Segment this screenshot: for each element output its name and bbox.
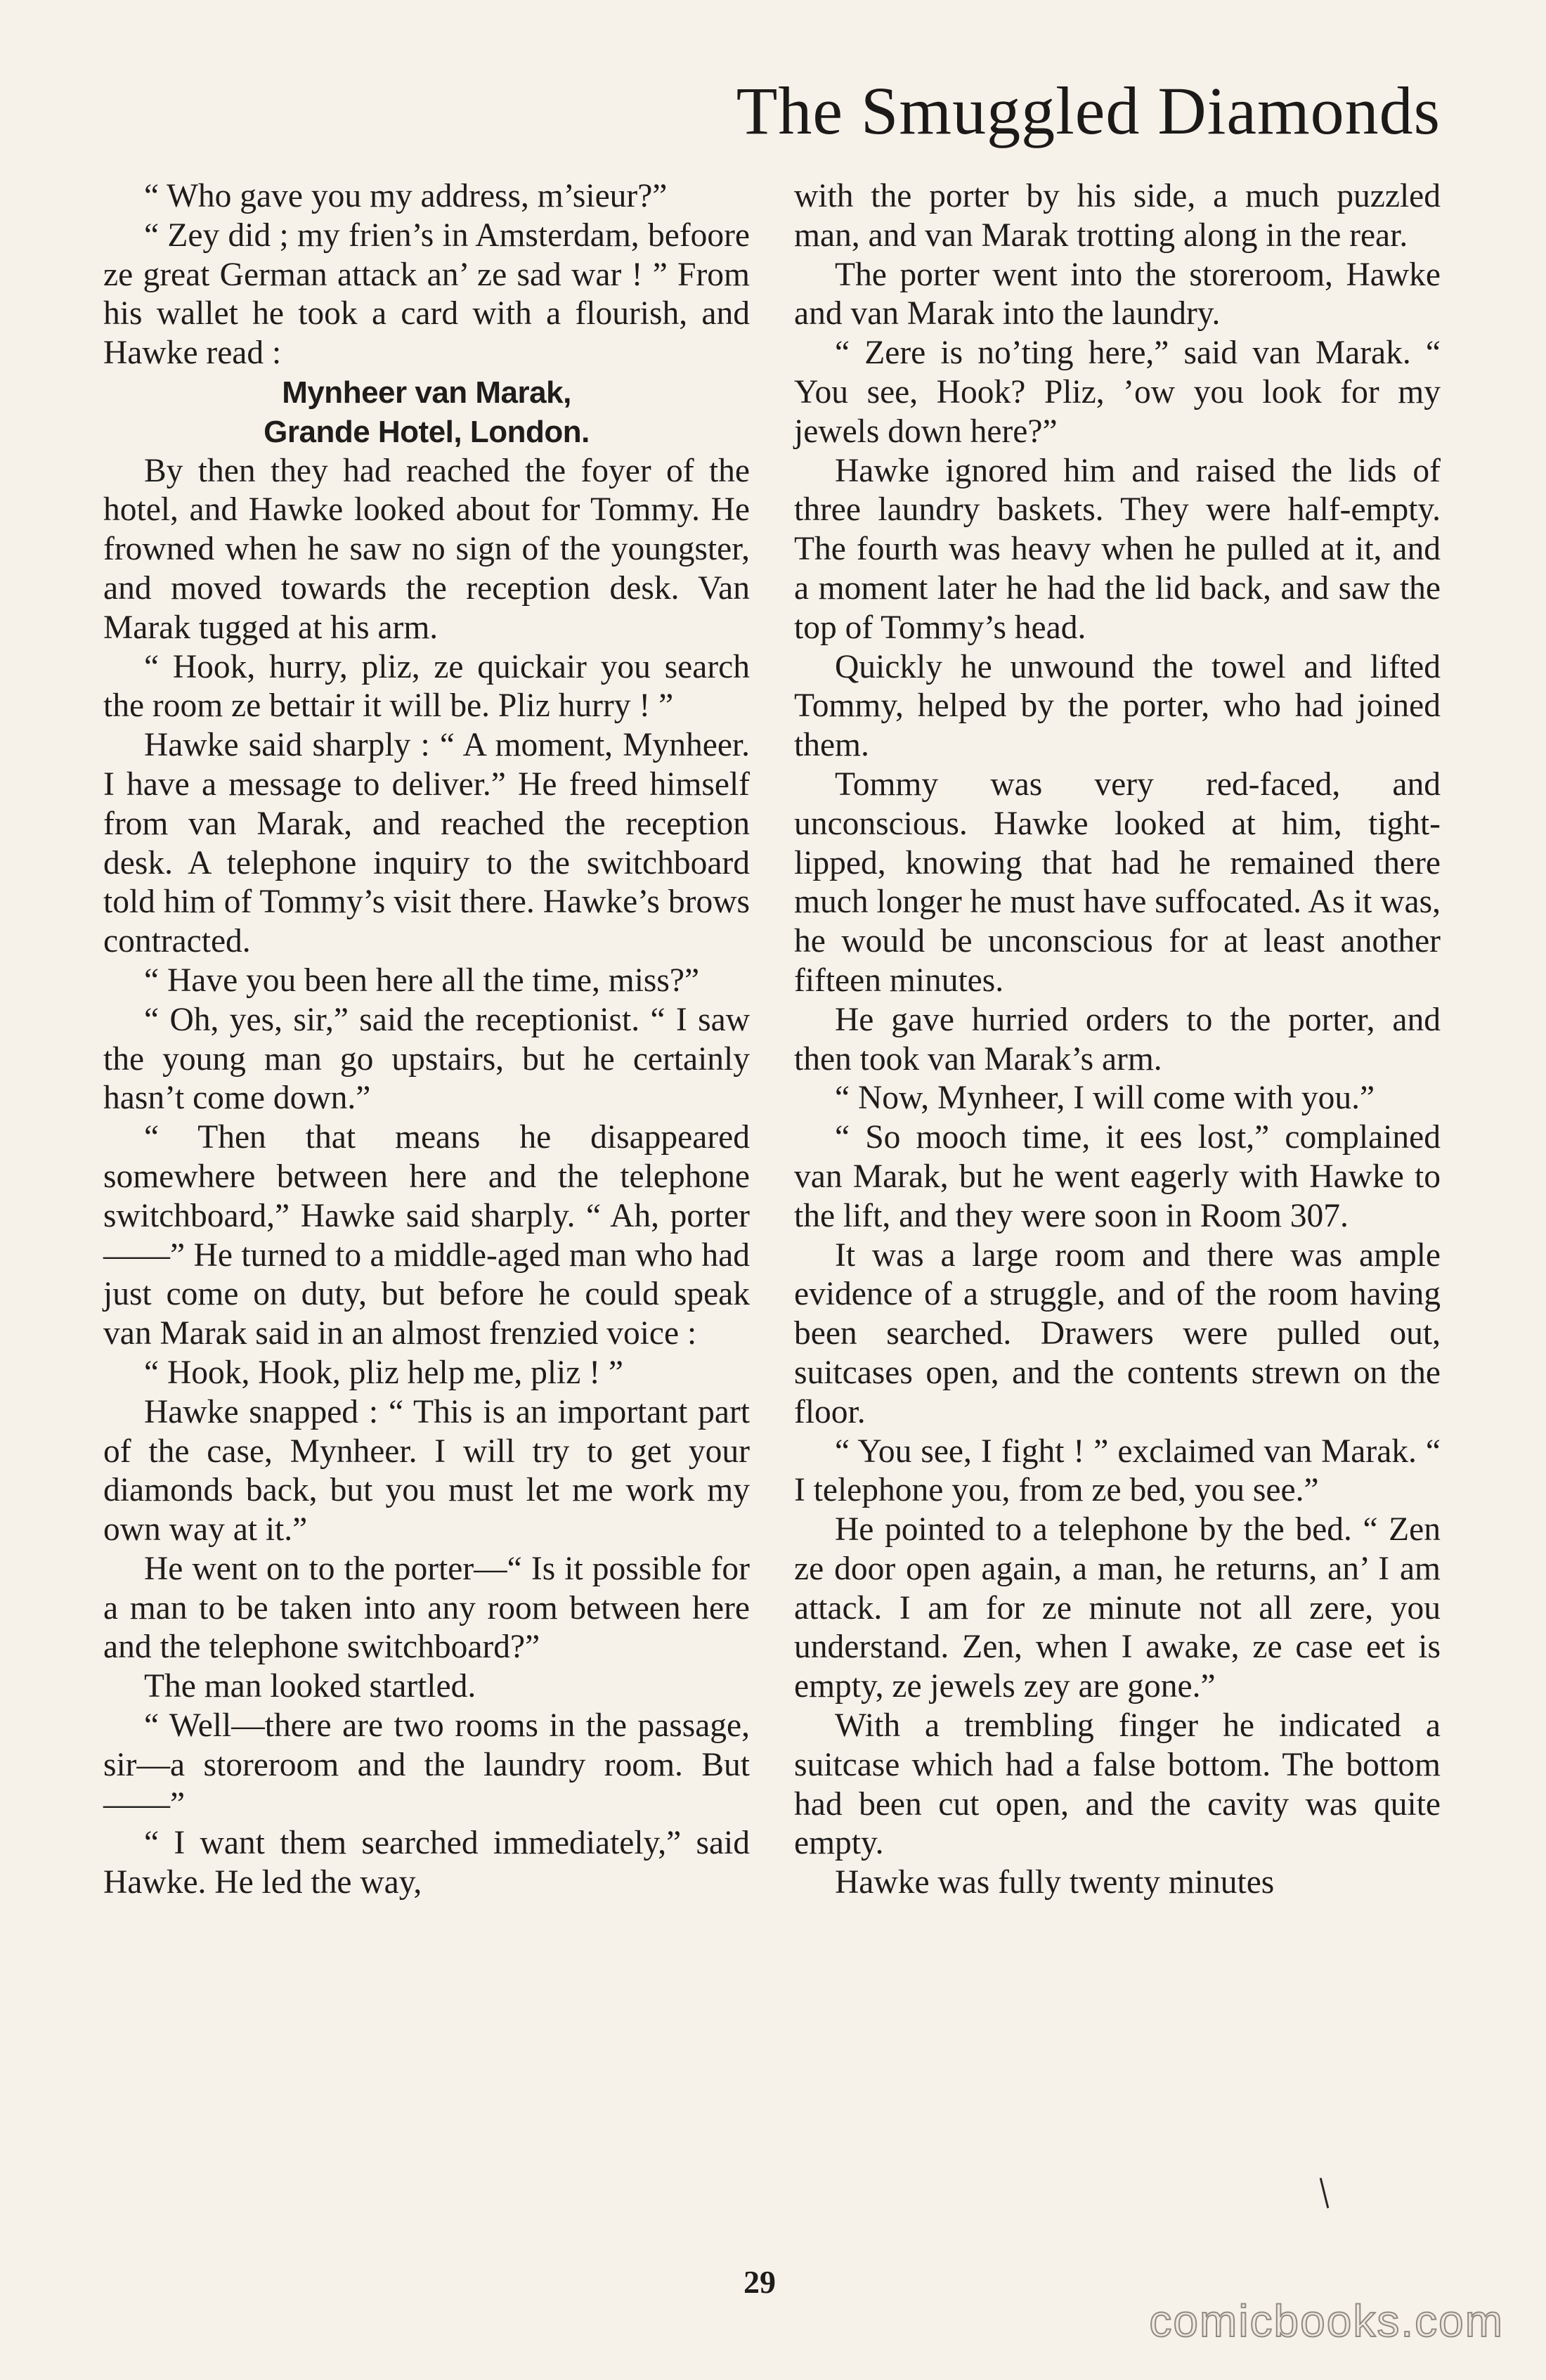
paragraph: With a trembling finger he indicated a suitcase which had a false bottom. The bottom had been cut open, and the cavity was quite empty. (794, 1707, 1441, 1862)
paragraph: By then they had reached the foyer of the hotel, and Hawke looked about for Tommy. He frowned when he saw no sign of the youngster, and moved towards the reception desk. Van Marak tugged at his arm. (103, 452, 750, 646)
paragraph: “ You see, I fight ! ” exclaimed van Marak. “ I telephone you, from ze bed, you see.” (794, 1432, 1441, 1509)
paragraph: It was a large room and there was ample evidence of a struggle, and of the room having been searched. Drawers were pulled out, suitcases open, and the contents strewn on the floor. (794, 1236, 1441, 1430)
calling-card-name: Mynheer van Marak, (282, 375, 571, 410)
paragraph: Hawke ignored him and raised the lids of three laundry baskets. They were half-empty. The fourth was heavy when he pulled at it, and a moment later he had the lid back, and saw the top of Tommy’s head. (794, 452, 1441, 646)
paragraph: He pointed to a telephone by the bed. “ Zen ze door open again, a man, he returns, an’ I am attack. I am for ze minute not all zere, you understand. Zen, when I awake, ze case eet is empty, ze jewels zey are gone.” (794, 1511, 1441, 1705)
paragraph: The man looked startled. (144, 1668, 476, 1705)
paragraph: Tommy was very red-faced, and unconscious. Hawke looked at him, tight-lipped, knowing that had he remained there much longer he must have suffocated. As it was, he would be unconscious for at least another fifteen minutes. (794, 765, 1441, 999)
paragraph: He went on to the porter—“ Is it possible for a man to be taken into any room between here and the telephone switchboard?” (103, 1550, 750, 1666)
paragraph: Hawke was fully twenty minutes (835, 1864, 1275, 1901)
page-number: 29 (743, 2264, 776, 2300)
paragraph: Quickly he unwound the towel and lifted Tommy, helped by the porter, who had joined them. (794, 648, 1441, 764)
paragraph: “ Then that means he disappeared somewhere between here and the telephone switchboard,” Hawke said sharply. “ Ah, porter——” He turned to a middle-aged man who had just come on duty, but before he could speak van Marak said in an almost frenzied voice : (103, 1119, 750, 1352)
right-column (794, 177, 1441, 1903)
paragraph: “ Who gave you my address, m’sieur?” (144, 178, 668, 214)
calling-card-address: Grande Hotel, London. (264, 414, 590, 449)
paragraph: “ I want them searched immediately,” said Hawke. He led the way, (103, 1825, 750, 1901)
paragraph: “ Oh, yes, sir,” said the receptionist. “ I saw the young man go upstairs, but he certainly hasn’t come down.” (103, 1001, 750, 1117)
paragraph: “ Have you been here all the time, miss?” (144, 962, 700, 999)
paragraph: “ Hook, Hook, pliz help me, pliz ! ” (144, 1354, 623, 1391)
page-title: The Smuggled Diamonds (736, 73, 1441, 148)
paragraph: He gave hurried orders to the porter, and then took van Marak’s arm. (794, 1001, 1441, 1078)
paragraph: “ Zere is no’ting here,” said van Marak. “ You see, Hook? Pliz, ’ow you look for my jewels down here?” (794, 335, 1441, 450)
paragraph: “ Now, Mynheer, I will come with you.” (835, 1080, 1375, 1117)
paragraph: Hawke said sharply : “ A moment, Mynheer. I have a message to deliver.” He freed himself from van Marak, and reached the reception desk. A telephone inquiry to the switchboard told him of Tommy’s visit there. Hawke’s brows contracted. (103, 727, 750, 960)
watermark: comicbooks.com (1149, 2296, 1504, 2346)
paragraph-continued: with the porter by his side, a much puzzled man, and van Marak trotting along in the rear. (794, 178, 1441, 254)
stray-pen-mark (1320, 2178, 1330, 2208)
paragraph: “ So mooch time, it ees lost,” complained van Marak, but he went eagerly with Hawke to the lift, and they were soon in Room 307. (794, 1119, 1441, 1234)
left-column (103, 177, 750, 1903)
paragraph: “ Zey did ; my frien’s in Amsterdam, befoore ze great German attack an’ ze sad war ! ” From his wallet he took a card with a flourish, and Hawke read : (103, 216, 750, 372)
paragraph: “ Hook, hurry, pliz, ze quickair you search the room ze bettair it will be. Pliz hurry ! ” (103, 648, 750, 725)
paragraph: The porter went into the storeroom, Hawke and van Marak into the laundry. (794, 256, 1441, 332)
paragraph: “ Well—there are two rooms in the passage, sir—a storeroom and the laundry room. But——” (103, 1707, 750, 1823)
paragraph: Hawke snapped : “ This is an important part of the case, Mynheer. I will try to get your diamonds back, but you must let me work my own way at it.” (103, 1393, 750, 1548)
